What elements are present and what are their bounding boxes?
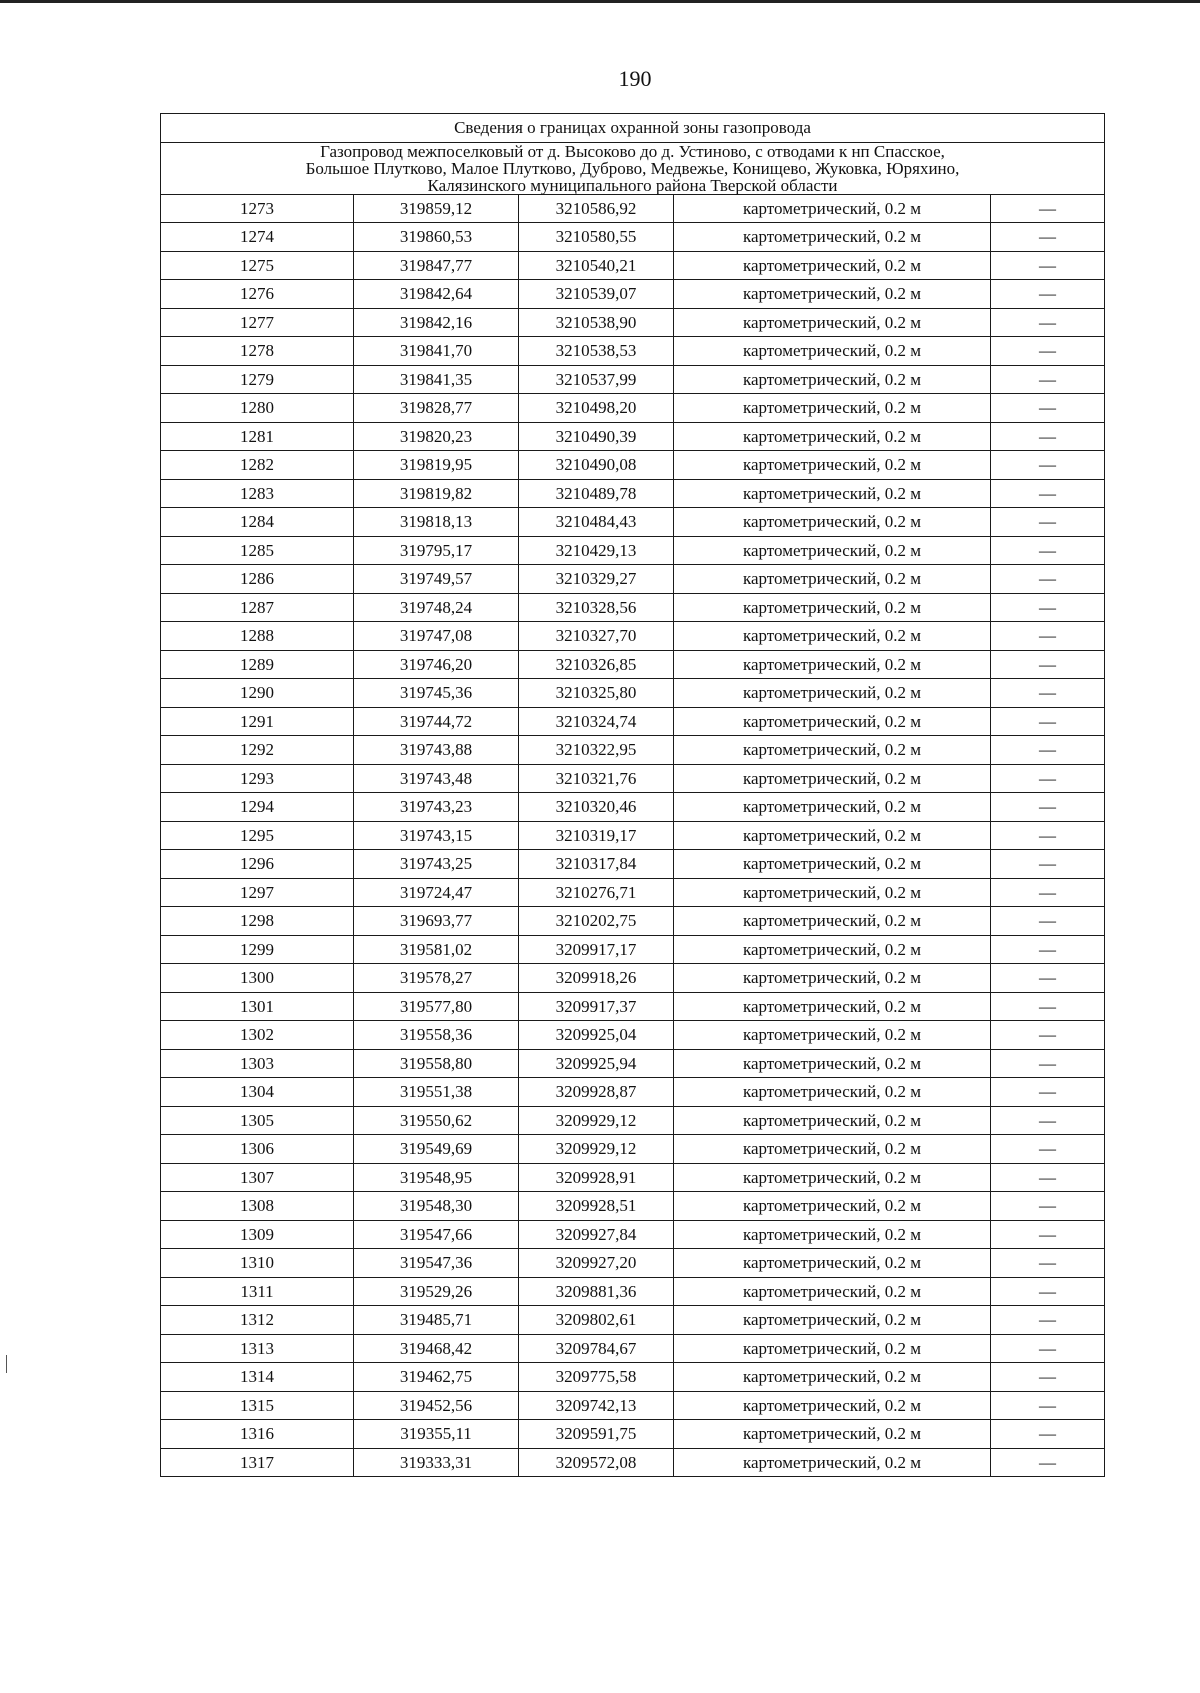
note-cell: —	[991, 964, 1105, 993]
note-cell: —	[991, 622, 1105, 651]
y-coordinate-cell: 3210489,78	[519, 479, 674, 508]
note-cell: —	[991, 1306, 1105, 1335]
y-coordinate-cell: 3210490,08	[519, 451, 674, 480]
table-row	[161, 1220, 1105, 1249]
point-number-cell: 1300	[161, 964, 354, 993]
y-coordinate-cell: 3209918,26	[519, 964, 674, 993]
x-coordinate-cell: 319847,77	[354, 251, 519, 280]
point-number-cell: 1314	[161, 1363, 354, 1392]
point-number-cell: 1302	[161, 1021, 354, 1050]
point-number-cell: 1308	[161, 1192, 354, 1221]
point-number-cell: 1315	[161, 1391, 354, 1420]
table-row	[161, 451, 1105, 480]
note-cell: —	[991, 337, 1105, 366]
method-accuracy-cell: картометрический, 0.2 м	[674, 280, 991, 309]
point-number-cell: 1309	[161, 1220, 354, 1249]
table-row	[161, 793, 1105, 822]
x-coordinate-cell: 319828,77	[354, 394, 519, 423]
x-coordinate-cell: 319577,80	[354, 992, 519, 1021]
note-cell: —	[991, 1420, 1105, 1449]
y-coordinate-cell: 3209929,12	[519, 1106, 674, 1135]
table-row	[161, 194, 1105, 223]
method-accuracy-cell: картометрический, 0.2 м	[674, 1021, 991, 1050]
x-coordinate-cell: 319819,82	[354, 479, 519, 508]
method-accuracy-cell: картометрический, 0.2 м	[674, 850, 991, 879]
y-coordinate-cell: 3210320,46	[519, 793, 674, 822]
note-cell: —	[991, 194, 1105, 223]
y-coordinate-cell: 3209928,87	[519, 1078, 674, 1107]
point-number-cell: 1297	[161, 878, 354, 907]
table-row	[161, 536, 1105, 565]
x-coordinate-cell: 319551,38	[354, 1078, 519, 1107]
method-accuracy-cell: картометрический, 0.2 м	[674, 622, 991, 651]
y-coordinate-cell: 3210537,99	[519, 365, 674, 394]
y-coordinate-cell: 3209928,91	[519, 1163, 674, 1192]
point-number-cell: 1305	[161, 1106, 354, 1135]
table-row	[161, 935, 1105, 964]
y-coordinate-cell: 3209775,58	[519, 1363, 674, 1392]
x-coordinate-cell: 319820,23	[354, 422, 519, 451]
note-cell: —	[991, 707, 1105, 736]
note-cell: —	[991, 1391, 1105, 1420]
table-row	[161, 508, 1105, 537]
point-number-cell: 1306	[161, 1135, 354, 1164]
note-cell: —	[991, 1277, 1105, 1306]
x-coordinate-cell: 319860,53	[354, 223, 519, 252]
point-number-cell: 1284	[161, 508, 354, 537]
note-cell: —	[991, 1249, 1105, 1278]
y-coordinate-cell: 3209925,94	[519, 1049, 674, 1078]
method-accuracy-cell: картометрический, 0.2 м	[674, 223, 991, 252]
method-accuracy-cell: картометрический, 0.2 м	[674, 1106, 991, 1135]
point-number-cell: 1307	[161, 1163, 354, 1192]
x-coordinate-cell: 319795,17	[354, 536, 519, 565]
y-coordinate-cell: 3210325,80	[519, 679, 674, 708]
y-coordinate-cell: 3210429,13	[519, 536, 674, 565]
x-coordinate-cell: 319452,56	[354, 1391, 519, 1420]
y-coordinate-cell: 3209784,67	[519, 1334, 674, 1363]
y-coordinate-cell: 3210538,53	[519, 337, 674, 366]
method-accuracy-cell: картометрический, 0.2 м	[674, 1192, 991, 1221]
table-row	[161, 1306, 1105, 1335]
method-accuracy-cell: картометрический, 0.2 м	[674, 964, 991, 993]
table-row	[161, 251, 1105, 280]
method-accuracy-cell: картометрический, 0.2 м	[674, 1391, 991, 1420]
x-coordinate-cell: 319748,24	[354, 593, 519, 622]
y-coordinate-cell: 3210321,76	[519, 764, 674, 793]
method-accuracy-cell: картометрический, 0.2 м	[674, 1363, 991, 1392]
method-accuracy-cell: картометрический, 0.2 м	[674, 451, 991, 480]
note-cell: —	[991, 451, 1105, 480]
table-row	[161, 1363, 1105, 1392]
table-subtitle	[161, 142, 1105, 194]
method-accuracy-cell: картометрический, 0.2 м	[674, 565, 991, 594]
table-row	[161, 707, 1105, 736]
table-row	[161, 280, 1105, 309]
method-accuracy-cell: картометрический, 0.2 м	[674, 707, 991, 736]
x-coordinate-cell: 319578,27	[354, 964, 519, 993]
note-cell: —	[991, 565, 1105, 594]
method-accuracy-cell: картометрический, 0.2 м	[674, 479, 991, 508]
note-cell: —	[991, 536, 1105, 565]
subtitle-line: Газопровод межпоселковый от д. Высоково до д. Устиново, с отводами к нп Спасское,	[320, 141, 945, 161]
note-cell: —	[991, 251, 1105, 280]
x-coordinate-cell: 319818,13	[354, 508, 519, 537]
point-number-cell: 1290	[161, 679, 354, 708]
point-number-cell: 1274	[161, 223, 354, 252]
table-row	[161, 850, 1105, 879]
x-coordinate-cell: 319547,66	[354, 1220, 519, 1249]
point-number-cell: 1304	[161, 1078, 354, 1107]
x-coordinate-cell: 319745,36	[354, 679, 519, 708]
method-accuracy-cell: картометрический, 0.2 м	[674, 1163, 991, 1192]
x-coordinate-cell: 319743,23	[354, 793, 519, 822]
note-cell: —	[991, 479, 1105, 508]
table-row	[161, 1192, 1105, 1221]
note-cell: —	[991, 878, 1105, 907]
x-coordinate-cell: 319749,57	[354, 565, 519, 594]
x-coordinate-cell: 319819,95	[354, 451, 519, 480]
table-row	[161, 337, 1105, 366]
y-coordinate-cell: 3209925,04	[519, 1021, 674, 1050]
x-coordinate-cell: 319693,77	[354, 907, 519, 936]
point-number-cell: 1280	[161, 394, 354, 423]
y-coordinate-cell: 3210327,70	[519, 622, 674, 651]
table-row	[161, 422, 1105, 451]
x-coordinate-cell: 319485,71	[354, 1306, 519, 1335]
method-accuracy-cell: картометрический, 0.2 м	[674, 1420, 991, 1449]
x-coordinate-cell: 319743,48	[354, 764, 519, 793]
x-coordinate-cell: 319547,36	[354, 1249, 519, 1278]
table-row	[161, 1021, 1105, 1050]
method-accuracy-cell: картометрический, 0.2 м	[674, 679, 991, 708]
point-number-cell: 1275	[161, 251, 354, 280]
point-number-cell: 1294	[161, 793, 354, 822]
x-coordinate-cell: 319468,42	[354, 1334, 519, 1363]
point-number-cell: 1282	[161, 451, 354, 480]
table-row	[161, 1334, 1105, 1363]
table-row	[161, 1106, 1105, 1135]
method-accuracy-cell: картометрический, 0.2 м	[674, 650, 991, 679]
point-number-cell: 1279	[161, 365, 354, 394]
point-number-cell: 1285	[161, 536, 354, 565]
point-number-cell: 1303	[161, 1049, 354, 1078]
note-cell: —	[991, 1163, 1105, 1192]
subtitle-line: Калязинского муниципального района Тверской области	[427, 175, 838, 195]
x-coordinate-cell: 319841,70	[354, 337, 519, 366]
table-row	[161, 1163, 1105, 1192]
method-accuracy-cell: картометрический, 0.2 м	[674, 1249, 991, 1278]
table-row	[161, 907, 1105, 936]
note-cell: —	[991, 935, 1105, 964]
y-coordinate-cell: 3209917,17	[519, 935, 674, 964]
table-row	[161, 1391, 1105, 1420]
x-coordinate-cell: 319743,15	[354, 821, 519, 850]
x-coordinate-cell: 319842,64	[354, 280, 519, 309]
method-accuracy-cell: картометрический, 0.2 м	[674, 878, 991, 907]
method-accuracy-cell: картометрический, 0.2 м	[674, 1334, 991, 1363]
method-accuracy-cell: картометрический, 0.2 м	[674, 536, 991, 565]
method-accuracy-cell: картометрический, 0.2 м	[674, 422, 991, 451]
point-number-cell: 1278	[161, 337, 354, 366]
y-coordinate-cell: 3210490,39	[519, 422, 674, 451]
note-cell: —	[991, 308, 1105, 337]
y-coordinate-cell: 3209572,08	[519, 1448, 674, 1477]
y-coordinate-cell: 3209591,75	[519, 1420, 674, 1449]
method-accuracy-cell: картометрический, 0.2 м	[674, 793, 991, 822]
method-accuracy-cell: картометрический, 0.2 м	[674, 1220, 991, 1249]
x-coordinate-cell: 319550,62	[354, 1106, 519, 1135]
method-accuracy-cell: картометрический, 0.2 м	[674, 194, 991, 223]
method-accuracy-cell: картометрический, 0.2 м	[674, 337, 991, 366]
note-cell: —	[991, 907, 1105, 936]
y-coordinate-cell: 3210498,20	[519, 394, 674, 423]
y-coordinate-cell: 3209802,61	[519, 1306, 674, 1335]
y-coordinate-cell: 3210329,27	[519, 565, 674, 594]
table-row	[161, 1277, 1105, 1306]
x-coordinate-cell: 319549,69	[354, 1135, 519, 1164]
point-number-cell: 1296	[161, 850, 354, 879]
protection-zone-table	[160, 113, 1105, 1477]
y-coordinate-cell: 3210328,56	[519, 593, 674, 622]
table-subtitle-row	[161, 142, 1105, 194]
note-cell: —	[991, 593, 1105, 622]
y-coordinate-cell: 3210322,95	[519, 736, 674, 765]
y-coordinate-cell: 3210324,74	[519, 707, 674, 736]
table-row	[161, 878, 1105, 907]
x-coordinate-cell: 319462,75	[354, 1363, 519, 1392]
note-cell: —	[991, 1135, 1105, 1164]
note-cell: —	[991, 1106, 1105, 1135]
y-coordinate-cell: 3210317,84	[519, 850, 674, 879]
x-coordinate-cell: 319581,02	[354, 935, 519, 964]
point-number-cell: 1299	[161, 935, 354, 964]
table-row	[161, 622, 1105, 651]
y-coordinate-cell: 3210540,21	[519, 251, 674, 280]
table-row	[161, 821, 1105, 850]
table-row	[161, 479, 1105, 508]
y-coordinate-cell: 3210580,55	[519, 223, 674, 252]
x-coordinate-cell: 319355,11	[354, 1420, 519, 1449]
note-cell: —	[991, 992, 1105, 1021]
note-cell: —	[991, 1192, 1105, 1221]
point-number-cell: 1289	[161, 650, 354, 679]
note-cell: —	[991, 1049, 1105, 1078]
x-coordinate-cell: 319724,47	[354, 878, 519, 907]
table-row	[161, 1249, 1105, 1278]
point-number-cell: 1317	[161, 1448, 354, 1477]
table-title: Сведения о границах охранной зоны газопровода	[161, 114, 1105, 143]
note-cell: —	[991, 650, 1105, 679]
table-row	[161, 764, 1105, 793]
page-number: 190	[618, 66, 652, 91]
note-cell: —	[991, 793, 1105, 822]
x-coordinate-cell: 319558,80	[354, 1049, 519, 1078]
method-accuracy-cell: картометрический, 0.2 м	[674, 365, 991, 394]
method-accuracy-cell: картометрический, 0.2 м	[674, 251, 991, 280]
x-coordinate-cell: 319842,16	[354, 308, 519, 337]
y-coordinate-cell: 3210326,85	[519, 650, 674, 679]
x-coordinate-cell: 319529,26	[354, 1277, 519, 1306]
point-number-cell: 1298	[161, 907, 354, 936]
point-number-cell: 1312	[161, 1306, 354, 1335]
point-number-cell: 1281	[161, 422, 354, 451]
table-row	[161, 1049, 1105, 1078]
note-cell: —	[991, 1220, 1105, 1249]
x-coordinate-cell: 319747,08	[354, 622, 519, 651]
y-coordinate-cell: 3210484,43	[519, 508, 674, 537]
point-number-cell: 1313	[161, 1334, 354, 1363]
method-accuracy-cell: картометрический, 0.2 м	[674, 992, 991, 1021]
method-accuracy-cell: картометрический, 0.2 м	[674, 308, 991, 337]
y-coordinate-cell: 3210276,71	[519, 878, 674, 907]
x-coordinate-cell: 319548,30	[354, 1192, 519, 1221]
table-row	[161, 1448, 1105, 1477]
point-number-cell: 1276	[161, 280, 354, 309]
method-accuracy-cell: картометрический, 0.2 м	[674, 508, 991, 537]
table-row	[161, 1135, 1105, 1164]
note-cell: —	[991, 394, 1105, 423]
y-coordinate-cell: 3210538,90	[519, 308, 674, 337]
method-accuracy-cell: картометрический, 0.2 м	[674, 1135, 991, 1164]
x-coordinate-cell: 319558,36	[354, 1021, 519, 1050]
table-row	[161, 223, 1105, 252]
method-accuracy-cell: картометрический, 0.2 м	[674, 1277, 991, 1306]
note-cell: —	[991, 1021, 1105, 1050]
y-coordinate-cell: 3210539,07	[519, 280, 674, 309]
point-number-cell: 1301	[161, 992, 354, 1021]
table-row	[161, 565, 1105, 594]
point-number-cell: 1277	[161, 308, 354, 337]
scan-margin-mark	[6, 1355, 7, 1373]
table-row	[161, 736, 1105, 765]
point-number-cell: 1292	[161, 736, 354, 765]
note-cell: —	[991, 1448, 1105, 1477]
note-cell: —	[991, 280, 1105, 309]
method-accuracy-cell: картометрический, 0.2 м	[674, 907, 991, 936]
note-cell: —	[991, 679, 1105, 708]
y-coordinate-cell: 3209927,20	[519, 1249, 674, 1278]
note-cell: —	[991, 422, 1105, 451]
y-coordinate-cell: 3209742,13	[519, 1391, 674, 1420]
method-accuracy-cell: картометрический, 0.2 м	[674, 821, 991, 850]
note-cell: —	[991, 365, 1105, 394]
table-row	[161, 308, 1105, 337]
note-cell: —	[991, 821, 1105, 850]
note-cell: —	[991, 508, 1105, 537]
table-row	[161, 992, 1105, 1021]
y-coordinate-cell: 3209927,84	[519, 1220, 674, 1249]
note-cell: —	[991, 850, 1105, 879]
y-coordinate-cell: 3210319,17	[519, 821, 674, 850]
table-row	[161, 1420, 1105, 1449]
table-row	[161, 650, 1105, 679]
x-coordinate-cell: 319746,20	[354, 650, 519, 679]
point-number-cell: 1287	[161, 593, 354, 622]
point-number-cell: 1310	[161, 1249, 354, 1278]
y-coordinate-cell: 3209881,36	[519, 1277, 674, 1306]
method-accuracy-cell: картометрический, 0.2 м	[674, 1078, 991, 1107]
point-number-cell: 1295	[161, 821, 354, 850]
point-number-cell: 1288	[161, 622, 354, 651]
point-number-cell: 1286	[161, 565, 354, 594]
method-accuracy-cell: картометрический, 0.2 м	[674, 593, 991, 622]
y-coordinate-cell: 3210586,92	[519, 194, 674, 223]
point-number-cell: 1293	[161, 764, 354, 793]
point-number-cell: 1283	[161, 479, 354, 508]
table-row	[161, 593, 1105, 622]
point-number-cell: 1291	[161, 707, 354, 736]
method-accuracy-cell: картометрический, 0.2 м	[674, 1306, 991, 1335]
note-cell: —	[991, 1334, 1105, 1363]
point-number-cell: 1311	[161, 1277, 354, 1306]
note-cell: —	[991, 736, 1105, 765]
table-row	[161, 365, 1105, 394]
x-coordinate-cell: 319841,35	[354, 365, 519, 394]
note-cell: —	[991, 764, 1105, 793]
method-accuracy-cell: картометрический, 0.2 м	[674, 764, 991, 793]
method-accuracy-cell: картометрический, 0.2 м	[674, 394, 991, 423]
y-coordinate-cell: 3209929,12	[519, 1135, 674, 1164]
x-coordinate-cell: 319743,25	[354, 850, 519, 879]
x-coordinate-cell: 319548,95	[354, 1163, 519, 1192]
method-accuracy-cell: картометрический, 0.2 м	[674, 1049, 991, 1078]
method-accuracy-cell: картометрический, 0.2 м	[674, 935, 991, 964]
note-cell: —	[991, 1078, 1105, 1107]
point-number-cell: 1273	[161, 194, 354, 223]
y-coordinate-cell: 3209928,51	[519, 1192, 674, 1221]
table-row	[161, 964, 1105, 993]
x-coordinate-cell: 319744,72	[354, 707, 519, 736]
table-body	[161, 114, 1105, 1477]
y-coordinate-cell: 3210202,75	[519, 907, 674, 936]
method-accuracy-cell: картометрический, 0.2 м	[674, 736, 991, 765]
table-row	[161, 679, 1105, 708]
x-coordinate-cell: 319333,31	[354, 1448, 519, 1477]
table-row	[161, 394, 1105, 423]
top-border-line	[0, 0, 1200, 3]
table-title-row	[161, 114, 1105, 143]
x-coordinate-cell: 319743,88	[354, 736, 519, 765]
method-accuracy-cell: картометрический, 0.2 м	[674, 1448, 991, 1477]
table-row	[161, 1078, 1105, 1107]
note-cell: —	[991, 223, 1105, 252]
x-coordinate-cell: 319859,12	[354, 194, 519, 223]
point-number-cell: 1316	[161, 1420, 354, 1449]
subtitle-line: Большое Плутково, Малое Плутково, Дуброво, Медвежье, Конищево, Жуковка, Юряхино,	[305, 158, 960, 178]
y-coordinate-cell: 3209917,37	[519, 992, 674, 1021]
note-cell: —	[991, 1363, 1105, 1392]
